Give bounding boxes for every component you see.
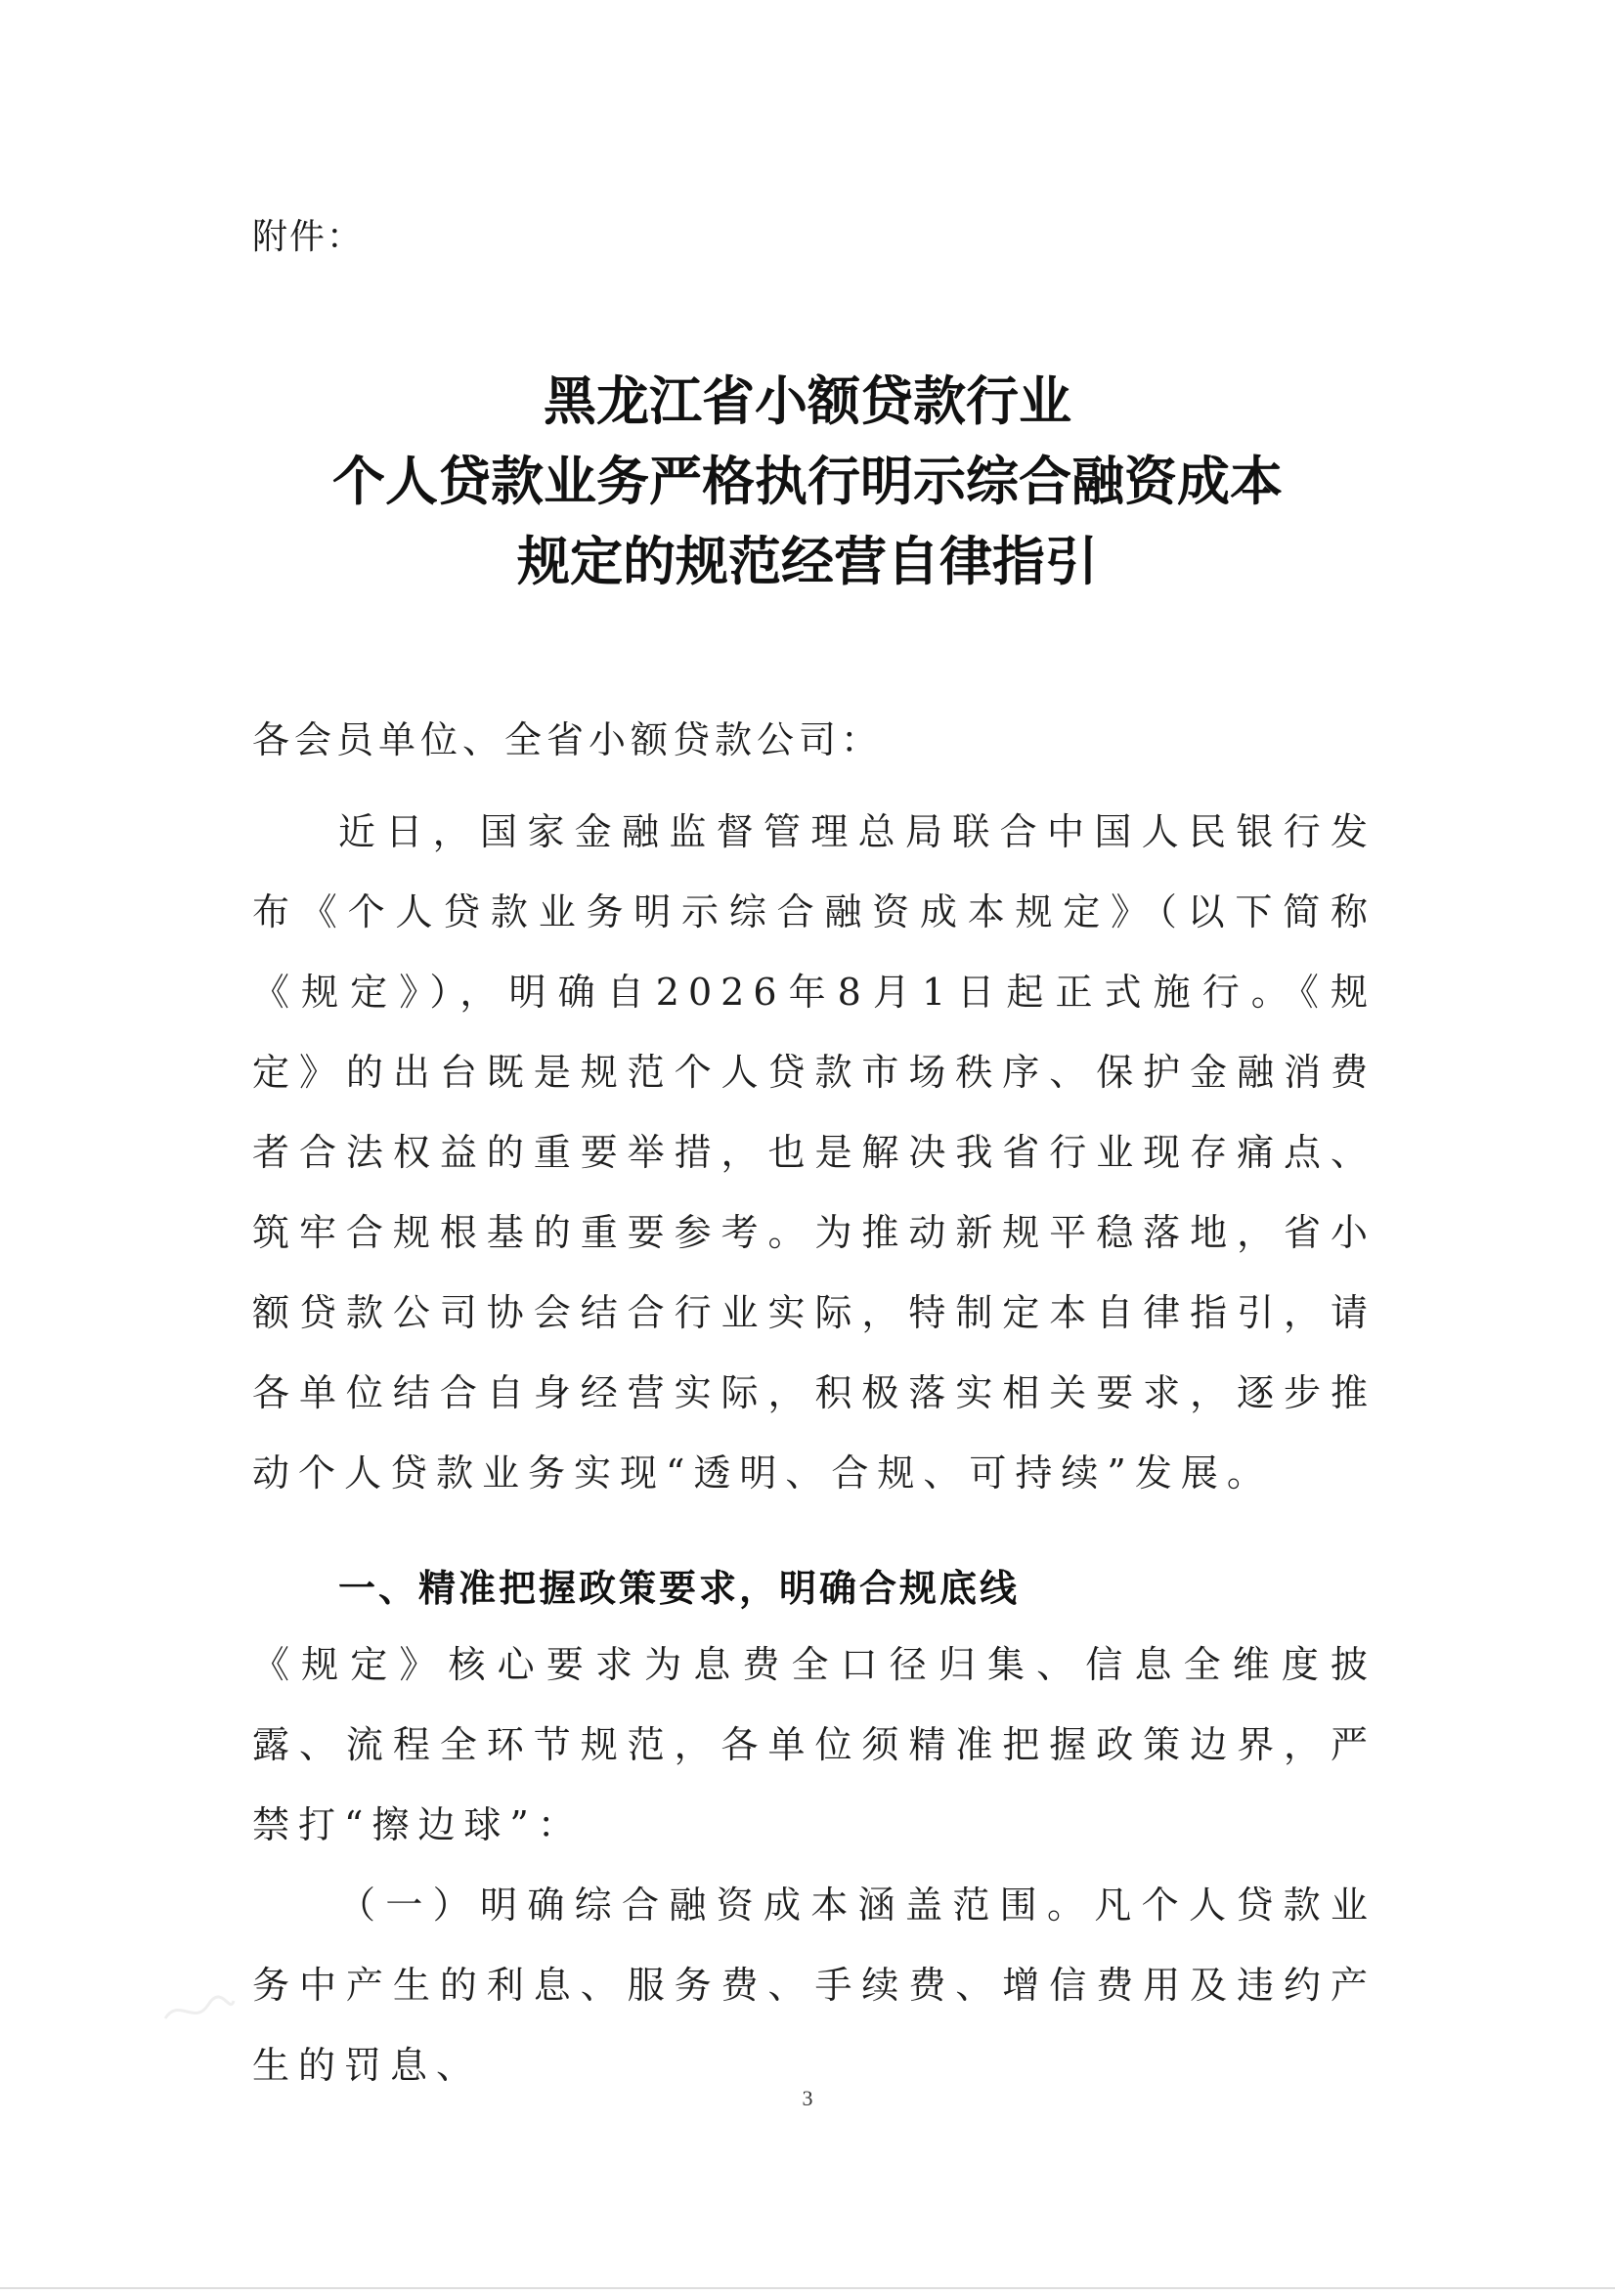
paragraph-requirements: 《规定》核心要求为息费全口径归集、信息全维度披露、流程全环节规范，各单位须精准把握政策边界，严禁打“擦边球”： bbox=[252, 1643, 1376, 1846]
document-title bbox=[0, 362, 1615, 602]
scan-smudge-mark bbox=[161, 1989, 238, 2032]
page-number: 3 bbox=[802, 2086, 813, 2110]
paragraph-intro: 近日，国家金融监督管理总局联合中国人民银行发布《个人贷款业务明示综合融资成本规定》（以下简称《规定》），明确自2026年8月1日起正式施行。《规定》的出台既是规范个人贷款市场秩序、保护金融消费者合法权益的重要举措，也是解决我省行业现存痛点、筑牢合规根基的重要参考。为推动新规平稳落地，省小额贷款公司协会结合行业实际，特制定本自律指引，请各单位结合自身经营实际，积极落实相关要求，逐步推动个人贷款业务实现“透明、合规、可持续”发展。 bbox=[252, 810, 1376, 1495]
paragraph-cost-scope: （一）明确综合融资成本涵盖范围。凡个人贷款业务中产生的利息、服务费、手续费、增信费用及违约产生的罚息、 bbox=[252, 1884, 1376, 2087]
salutation: 各会员单位、全省小额贷款公司： bbox=[252, 718, 884, 761]
attachment-label: 附件： bbox=[252, 217, 365, 257]
title-line-3: 规定的规范经营自律指引 bbox=[517, 531, 1098, 592]
title-line-1: 黑龙江省小额贷款行业 bbox=[544, 370, 1071, 432]
page-edge-line bbox=[0, 2287, 1615, 2289]
section-heading-1: 一、精准把握政策要求，明确合规底线 bbox=[338, 1567, 1021, 1610]
title-line-2: 个人贷款业务严格执行明示综合融资成本 bbox=[332, 451, 1283, 512]
